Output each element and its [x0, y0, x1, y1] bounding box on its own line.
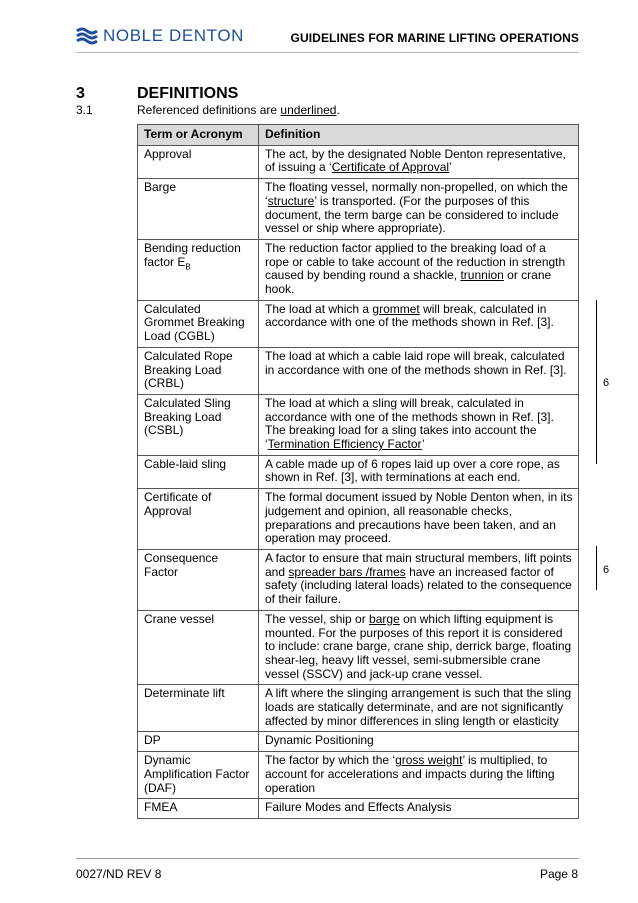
- table-row: [138, 239, 579, 300]
- table-row: [138, 685, 579, 732]
- revision-bar: [596, 300, 597, 464]
- defined-term-link: Certificate of Approval: [331, 160, 450, 175]
- wave-icon: [76, 27, 98, 45]
- defined-term-link: structure: [267, 193, 315, 208]
- definition-cell: Failure Modes and Effects Analysis: [259, 799, 579, 819]
- defined-term-link: grommet: [372, 301, 420, 316]
- subsection-text: Referenced definitions are underlined.: [137, 103, 340, 117]
- term-cell: Crane vessel: [138, 610, 259, 685]
- term-cell: Dynamic Amplification Factor (DAF): [138, 752, 259, 799]
- definition-cell: A cable made up of 6 ropes laid up over a core rope, as shown in Ref. [3], with terminations at each end.: [259, 455, 579, 488]
- revision-bar: [596, 546, 597, 590]
- term-cell: DP: [138, 732, 259, 752]
- footer-divider: [76, 858, 579, 859]
- term-cell: FMEA: [138, 799, 259, 819]
- defined-term-link: barge: [369, 611, 400, 626]
- subsection-number: 3.1: [76, 103, 93, 117]
- header-definition: Definition: [259, 125, 579, 146]
- defined-term-link: Termination Efficiency Factor: [267, 437, 422, 452]
- term-cell: Calculated Sling Breaking Load (CSBL): [138, 394, 259, 455]
- term-cell: Consequence Factor: [138, 549, 259, 610]
- section-title: DEFINITIONS: [137, 85, 239, 102]
- revision-number: 6: [603, 377, 610, 389]
- definition-cell: The floating vessel, normally non-propelled, on which the ‘structure’ is transported. (For the purposes of this document, the term barge can be considered to include vessel or ship where appropriate).: [259, 179, 579, 240]
- term-cell: Calculated Grommet Breaking Load (CGBL): [138, 300, 259, 347]
- table-row: [138, 752, 579, 799]
- noble-denton-logo: [76, 25, 244, 47]
- table-row: [138, 549, 579, 610]
- table-row: [138, 610, 579, 685]
- defined-term-link: gross weight: [395, 753, 463, 768]
- definition-cell: The formal document issued by Noble Denton when, in its judgement and opinion, all reasonable checks, preparations and precautions have been taken, and an operation may proceed.: [259, 489, 579, 550]
- revision-number: 6: [603, 564, 610, 576]
- table-row: [138, 145, 579, 178]
- underlined-word: underlined: [280, 103, 337, 117]
- table-row: [138, 455, 579, 488]
- table-row: [138, 799, 579, 819]
- header-term: Term or Acronym: [138, 125, 259, 146]
- term-cell: Determinate lift: [138, 685, 259, 732]
- term-cell: Barge: [138, 179, 259, 240]
- definition-cell: The load at which a sling will break, calculated in accordance with one of the methods shown in Ref. [3]. The breaking load for a sling takes into account the ‘Termination Efficiency Factor’: [259, 394, 579, 455]
- defined-term-link: spreader bars /frames: [288, 564, 406, 579]
- definitions-table: [137, 124, 579, 819]
- definition-cell: The vessel, ship or barge on which lifting equipment is mounted. For the purposes of this report it is considered to include: crane barge, crane ship, derrick barge, floating shear-leg, heavy lift vessel, semi-submersible crane vessel (SSCV) and jack-up crane vessel.: [259, 610, 579, 685]
- table-header-row: [138, 125, 579, 146]
- term-cell: Cable-laid sling: [138, 455, 259, 488]
- definition-cell: A factor to ensure that main structural members, lift points and spreader bars /frames have an increased factor of safety (including lateral loads) related to the consequence of their failure.: [259, 549, 579, 610]
- term-cell: Calculated Rope Breaking Load (CRBL): [138, 347, 259, 394]
- defined-term-link: trunnion: [460, 268, 504, 283]
- definition-cell: The reduction factor applied to the breaking load of a rope or cable to take account of the reduction in strength caused by bending round a shackle, trunnion or crane hook.: [259, 239, 579, 300]
- term-cell: Approval: [138, 145, 259, 178]
- table-row: [138, 347, 579, 394]
- definition-cell: Dynamic Positioning: [259, 732, 579, 752]
- table-row: [138, 489, 579, 550]
- term-cell: Certificate of Approval: [138, 489, 259, 550]
- document-title: GUIDELINES FOR MARINE LIFTING OPERATIONS: [290, 31, 579, 45]
- table-row: [138, 300, 579, 347]
- page-header: [76, 22, 579, 53]
- definition-cell: The act, by the designated Noble Denton representative, of issuing a ‘Certificate of Approval’: [259, 145, 579, 178]
- term-cell: Bending reduction factor $E_B$: [138, 239, 259, 300]
- definition-cell: A lift where the slinging arrangement is such that the sling loads are statically determinate, and are not significantly affected by minor differences in sling length or elasticity: [259, 685, 579, 732]
- definition-cell: The factor by which the ‘gross weight’ is multiplied, to account for accelerations and impacts during the lifting operation: [259, 752, 579, 799]
- footer-doc-ref: 0027/ND REV 8: [76, 867, 162, 881]
- footer-page-number: Page 8: [539, 867, 578, 881]
- definition-cell: The load at which a cable laid rope will break, calculated in accordance with one of the methods shown in Ref. [3].: [259, 347, 579, 394]
- logo-text: NOBLE DENTON: [103, 26, 245, 45]
- table-row: [138, 179, 579, 240]
- definition-cell: The load at which a grommet will break, calculated in accordance with one of the methods shown in Ref. [3].: [259, 300, 579, 347]
- table-row: [138, 394, 579, 455]
- section-number: 3: [76, 85, 85, 102]
- table-row: [138, 732, 579, 752]
